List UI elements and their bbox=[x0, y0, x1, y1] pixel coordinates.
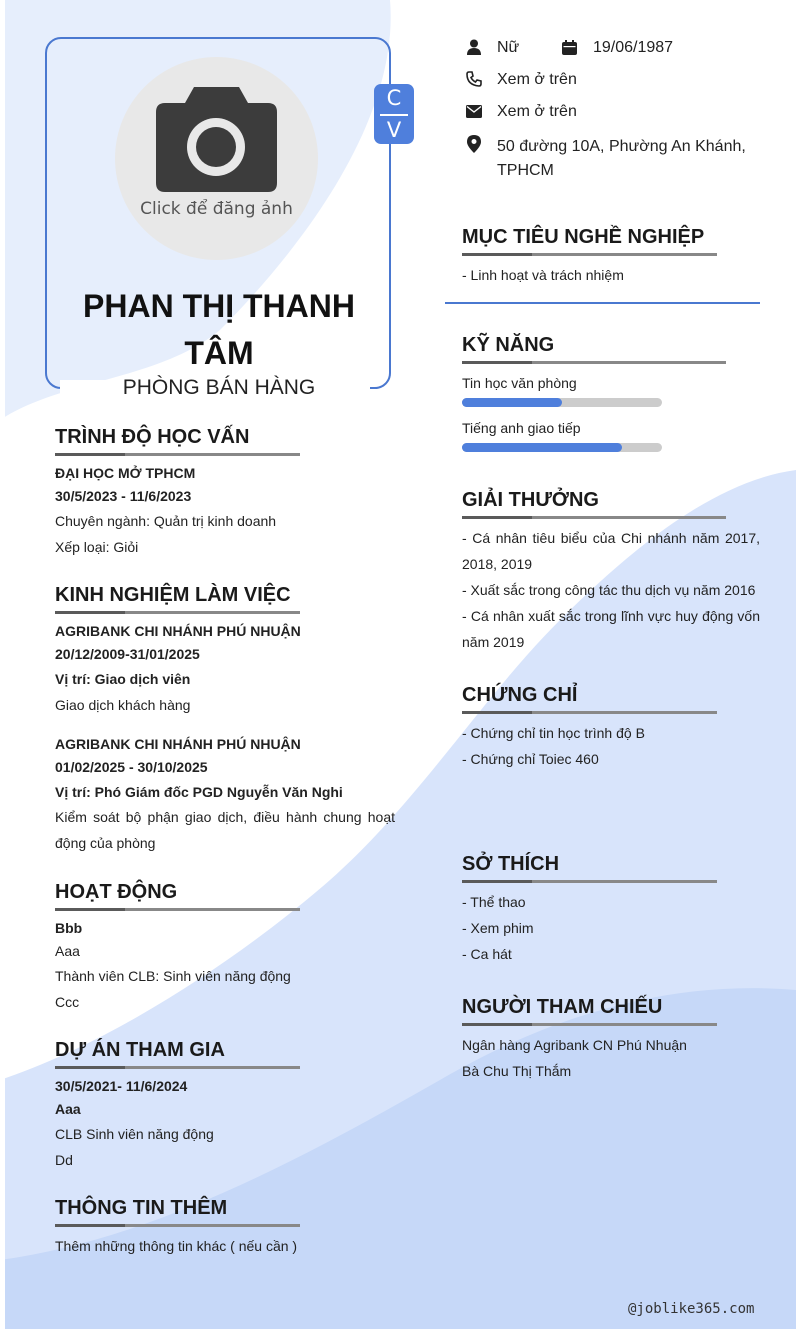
references-title: NGƯỜI THAM CHIẾU bbox=[462, 996, 663, 1018]
references-underline bbox=[462, 1023, 717, 1026]
project-name: Aaa bbox=[55, 1101, 81, 1117]
awards-title: GIẢI THƯỞNG bbox=[462, 489, 599, 511]
objective-title: MỤC TIÊU NGHỀ NGHIỆP bbox=[462, 226, 705, 248]
activity-heading: Bbb bbox=[55, 920, 83, 936]
experience-title: KINH NGHIỆM LÀM VIỆC bbox=[55, 584, 291, 606]
award-item: - Cá nhân xuất sắc trong lĩnh vực huy động vốn năm 2019 bbox=[462, 608, 760, 650]
hobby-item: - Xem phim bbox=[462, 920, 534, 936]
photo-upload-label[interactable]: Click để đăng ảnh bbox=[140, 199, 293, 219]
education-school: ĐẠI HỌC MỞ TPHCM bbox=[55, 465, 196, 481]
job-company: AGRIBANK CHI NHÁNH PHÚ NHUẬN bbox=[55, 623, 301, 639]
project-line: Dd bbox=[55, 1152, 73, 1168]
extra-underline bbox=[55, 1224, 300, 1227]
objective-text: - Linh hoạt và trách nhiệm bbox=[462, 267, 624, 283]
certificate-item: - Chứng chỉ tin học trình độ B bbox=[462, 725, 645, 741]
job-role: Vị trí: Phó Giám đốc PGD Nguyễn Văn Nghi bbox=[55, 784, 343, 800]
footer-brand: @joblike365.com bbox=[628, 1301, 755, 1317]
extra-title: THÔNG TIN THÊM bbox=[55, 1197, 228, 1219]
awards-underline bbox=[462, 516, 726, 519]
education-grade: Xếp loại: Giỏi bbox=[55, 539, 139, 555]
candidate-position: PHÒNG BÁN HÀNG bbox=[122, 376, 316, 399]
skills-underline bbox=[462, 361, 726, 364]
education-major: Chuyên ngành: Quản trị kinh doanh bbox=[55, 513, 277, 529]
camera-icon bbox=[156, 87, 277, 192]
job-role: Vị trí: Giao dịch viên bbox=[55, 671, 191, 687]
map-pin-icon bbox=[467, 135, 481, 153]
cv-badge-top: C bbox=[386, 86, 402, 110]
activity-line: Thành viên CLB: Sinh viên năng động bbox=[55, 968, 291, 984]
phone-icon bbox=[466, 71, 482, 87]
award-item: - Xuất sắc trong công tác thu dịch vụ năm 2016 bbox=[462, 582, 756, 598]
activities-underline bbox=[55, 908, 300, 911]
hobbies-title: SỞ THÍCH bbox=[462, 853, 560, 875]
skill-bar bbox=[462, 398, 662, 407]
hobby-item: - Ca hát bbox=[462, 946, 512, 962]
project-line: CLB Sinh viên năng động bbox=[55, 1126, 214, 1142]
email-value: Xem ở trên bbox=[497, 103, 577, 120]
education-title: TRÌNH ĐỘ HỌC VẤN bbox=[55, 426, 250, 448]
skill-name: Tin học văn phòng bbox=[462, 375, 577, 391]
job-period: 20/12/2009-31/01/2025 bbox=[55, 646, 200, 662]
skill-bar-fill bbox=[462, 398, 562, 407]
envelope-icon bbox=[466, 105, 482, 118]
certificates-underline bbox=[462, 711, 717, 714]
user-icon bbox=[466, 39, 482, 55]
birthday-value: 19/06/1987 bbox=[593, 39, 674, 56]
education-underline bbox=[55, 453, 300, 456]
cv-badge-bottom: V bbox=[386, 118, 402, 142]
section-divider bbox=[445, 302, 760, 304]
hobby-item: - Thể thao bbox=[462, 894, 526, 910]
gender-value: Nữ bbox=[497, 39, 520, 56]
address-value: 50 đường 10A, Phường An Khánh, TPHCM bbox=[497, 138, 746, 179]
skill-bar-fill bbox=[462, 443, 622, 452]
activity-line: Aaa bbox=[55, 943, 80, 959]
calendar-icon bbox=[562, 40, 577, 55]
skill-name: Tiếng anh giao tiếp bbox=[462, 420, 581, 436]
objective-underline bbox=[462, 253, 717, 256]
job-period: 01/02/2025 - 30/10/2025 bbox=[55, 759, 208, 775]
activity-line: Ccc bbox=[55, 994, 80, 1010]
hobbies-underline bbox=[462, 880, 717, 883]
phone-value: Xem ở trên bbox=[497, 71, 577, 88]
cv-badge bbox=[374, 84, 414, 144]
experience-underline bbox=[55, 611, 300, 614]
projects-underline bbox=[55, 1066, 300, 1069]
certificates-title: CHỨNG CHỈ bbox=[462, 684, 578, 706]
extra-text: Thêm những thông tin khác ( nếu cần ) bbox=[55, 1238, 298, 1254]
projects-title: DỰ ÁN THAM GIA bbox=[55, 1039, 225, 1061]
job-desc: Kiểm soát bộ phận giao dịch, điều hành chung hoạt động của phòng bbox=[55, 809, 395, 851]
skills-title: KỸ NĂNG bbox=[462, 334, 555, 356]
activities-title: HOẠT ĐỘNG bbox=[55, 881, 178, 903]
certificate-item: - Chứng chỉ Toiec 460 bbox=[462, 751, 599, 767]
job-desc: Giao dịch khách hàng bbox=[55, 697, 191, 713]
reference-item: Bà Chu Thị Thắm bbox=[462, 1063, 572, 1079]
job-company: AGRIBANK CHI NHÁNH PHÚ NHUẬN bbox=[55, 736, 301, 752]
education-period: 30/5/2023 - 11/6/2023 bbox=[55, 488, 192, 504]
skill-bar bbox=[462, 443, 662, 452]
project-period: 30/5/2021- 11/6/2024 bbox=[55, 1078, 188, 1094]
candidate-name: PHAN THỊ THANH TÂM bbox=[83, 288, 355, 371]
cv-badge-divider bbox=[380, 114, 408, 116]
reference-item: Ngân hàng Agribank CN Phú Nhuận bbox=[462, 1037, 687, 1053]
award-item: - Cá nhân tiêu biểu của Chi nhánh năm 2017, 2018, 2019 bbox=[462, 530, 760, 572]
